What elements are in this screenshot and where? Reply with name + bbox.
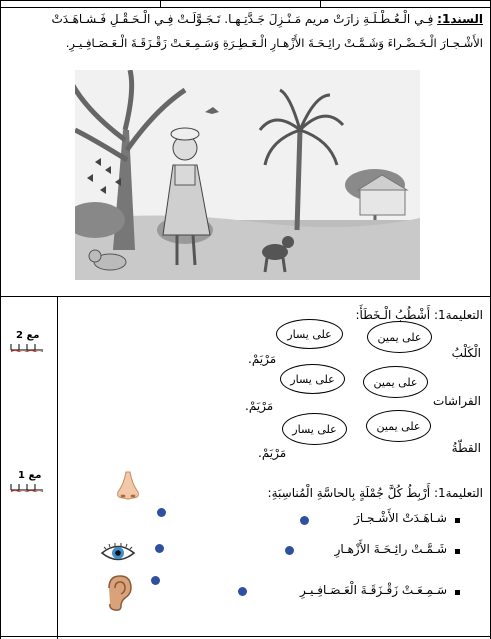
score-mark-1 [10,342,44,352]
option-right-cat[interactable]: على يمين [366,410,431,442]
sense-dot-1[interactable] [157,508,166,517]
sentence-dot-2[interactable] [285,546,294,555]
story-illustration [75,70,420,280]
item-word-dog: الْكَلْبُ [451,346,481,360]
sense-dot-2[interactable] [155,544,164,553]
item-name-butterflies: مَرْيَمْ. [245,399,274,413]
score-task-1: مع 2 [16,330,40,341]
sentence-3: سَـمِـعَـتْ زَقْـزَقَـةَ الْعَـصَـافِـيـرِ [300,583,447,597]
task-1-title: التعليمة1: أَشْطُبُ الْـخَطَأَ: [355,308,483,322]
bullet-3 [455,590,460,595]
option-right-dog[interactable]: على يمين [367,321,432,353]
task-2-title: التعليمة1: أَرْبِطُ كُلَّ جُمْلَةٍ بِالحاسَّةِ الْمُناسِبَةِ: [267,486,483,500]
nose-icon [112,470,144,502]
bullet-1 [455,518,460,523]
option-left-butterflies[interactable]: على يسار [280,364,345,394]
sentence-dot-3[interactable] [238,587,247,596]
item-name-cat: مَرْيَمْ. [258,446,287,460]
option-right-butterflies[interactable]: على يمين [363,366,428,398]
text-label: السند1: [437,12,483,26]
option-left-dog[interactable]: على يسار [276,319,343,349]
sentence-1: شـاهَـدَتْ الأَشْـجـارَ [354,511,447,525]
score-mark-2 [10,482,44,492]
bullet-2 [455,549,460,554]
item-word-butterflies: الفراشات [432,394,481,408]
item-name-dog: مَرْيَمْ. [248,352,277,366]
sense-dot-3[interactable] [151,576,160,585]
text-line-2: الأَشْـجـارَ الْـخَـضْـراءَ وَشَـمَّـتْ رائِـحَـةَ الأَزْهـارِ الْـعَـطِـرَةِ وَسَـمِـعَـتْ زَقْـزَقَـةَ الْـعَـصَـافِـيـرِ. [65,36,483,50]
option-left-cat[interactable]: على يسار [282,413,347,445]
item-word-cat: القطّةُ [451,441,481,455]
text-line-1: فِـي الْـعُـطْـلَـةِ زارَتْ مريم مَـنْـزِلَ جَـدَّتِـهـا. تَـجَـوَّلَـتْ فِـي الْـحَـقْـلِ فَـشـاهَـدَتْ [51,12,434,26]
sentence-2: شَـمَّـتْ رائِـحَـةَ الأَزْهـارِ [334,542,447,556]
score-task-2: مع 1 [18,470,42,481]
sentence-dot-1[interactable] [300,516,309,525]
ear-icon [103,574,135,612]
eye-icon [100,542,136,564]
